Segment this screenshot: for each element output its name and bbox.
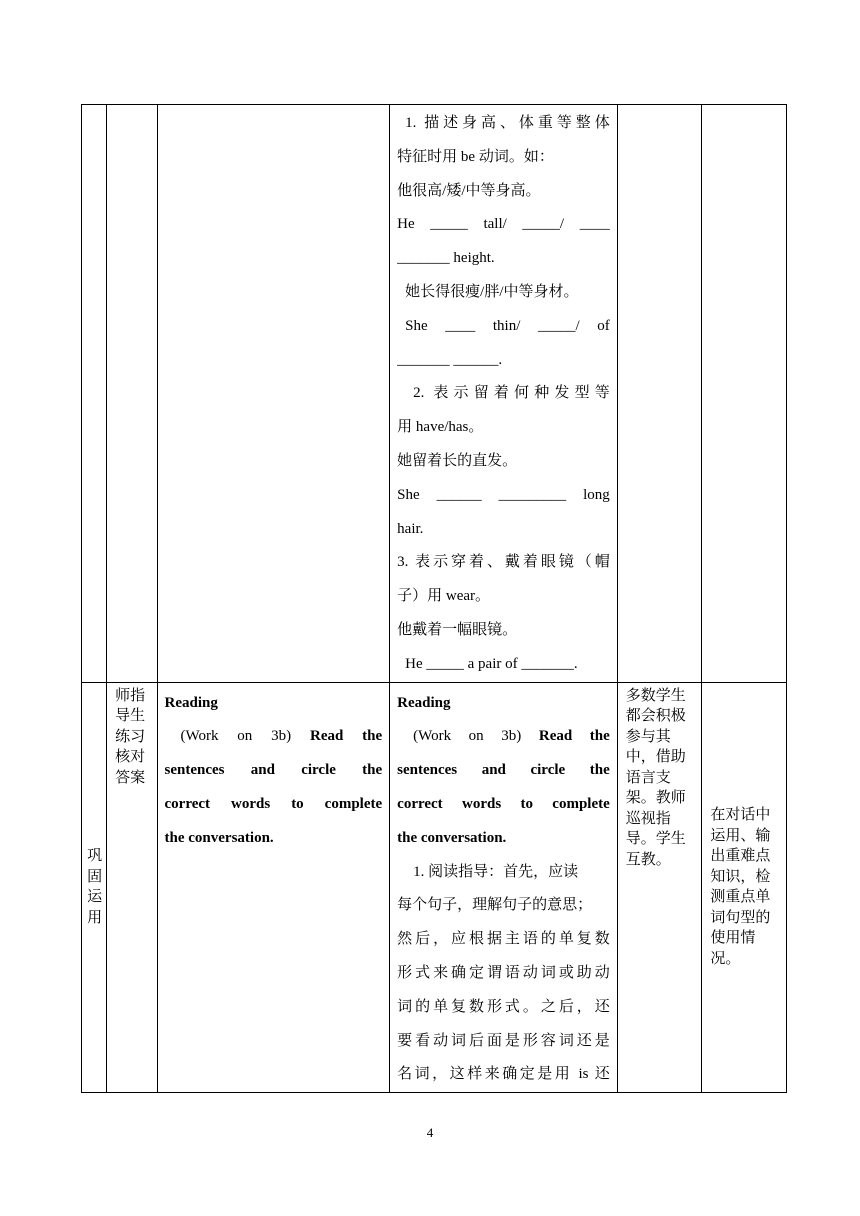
student-content-cell [390,682,618,1093]
teacher-activity-cell [107,105,157,683]
student-activity-cell [617,682,702,1093]
table-row [82,105,787,683]
content-line: 子）用 wear。 [397,588,491,605]
lesson-plan-table [81,104,787,1093]
instruction-line: sentences and circle the [397,762,610,779]
instruction-bold: Read the [538,728,610,745]
instruction-line: the conversation. [164,829,274,846]
content-line: 2. 表示留着何种发型等 [413,385,610,402]
instruction-bold: Read the [309,728,383,745]
content-line: 他很高/矮/中等身高。 [397,182,541,199]
guide-line: 词的单复数形式。之后，还 [397,998,610,1015]
stage-cell [82,105,107,683]
guide-line: 要看动词后面是形容词还是 [397,1032,610,1049]
content-line: 1. 描述身高、体重等整体 [405,115,610,131]
table-row [82,682,787,1093]
instruction-prefix: (Work on 3b) [413,728,522,745]
guide-line: 每个句子，理解句子的意思； [397,897,593,914]
content-line: 她长得很瘦/胖/中等身材。 [405,283,579,300]
purpose-cell [702,682,787,1093]
student-content-cell [390,105,618,683]
section-heading: Reading [397,694,451,711]
content-line: She ____ thin/ _____/ of [405,317,610,334]
section-heading: Reading [164,694,218,711]
instruction-line: the conversation. [397,829,507,846]
guide-line: 形式来确定谓语动词或助动 [397,964,610,981]
content-line: 3. 表示穿着、戴着眼镜（帽 [397,554,610,571]
teacher-activity-cell [107,682,157,1093]
content-line: 她留着长的直发。 [397,452,518,469]
guide-line: 1. 阅读指导：首先，应读 [413,863,579,880]
content-line: He _____ tall/ _____/ ____ [397,216,610,233]
teacher-activity-text: 师指导生练习核对答案 [115,687,146,786]
instruction-line [397,720,610,754]
stage-cell [82,682,107,1093]
page-number: 4 [426,1125,434,1140]
purpose-text: 在对话中运用、输出重难点知识，检测重点单词句型的使用情况。 [710,807,771,967]
instruction-line [165,720,383,754]
guide-line: 然后，应根据主语的单复数 [397,931,610,948]
content-line: She ______ _________ long [397,486,610,503]
student-activity-text: 多数学生都会积极参与其中，借助语言支架。教师巡视指导。学生互教。 [625,687,686,868]
content-line: 他戴着一幅眼镜。 [397,621,518,638]
instruction-prefix: (Work on 3b) [180,728,292,745]
stage-label: 巩固运用 [87,848,103,926]
content-line: _______ height. [397,250,495,267]
student-activity-cell [617,105,702,683]
content-line: hair. [397,520,424,537]
teacher-content-cell [157,682,390,1093]
instruction-line: correct words to complete [164,795,383,812]
teacher-content-cell [157,105,390,683]
purpose-cell [702,105,787,683]
content-line: _______ ______. [397,351,503,368]
content-line: 特征时用 be 动词。如： [397,148,554,165]
instruction-line: correct words to complete [397,795,610,812]
content-line: He _____ a pair of _______. [405,655,578,672]
instruction-line: sentences and circle the [164,762,383,779]
content-line: 用 have/has。 [397,419,484,436]
guide-line: 名词，这样来确定是用 is 还 [397,1066,610,1083]
